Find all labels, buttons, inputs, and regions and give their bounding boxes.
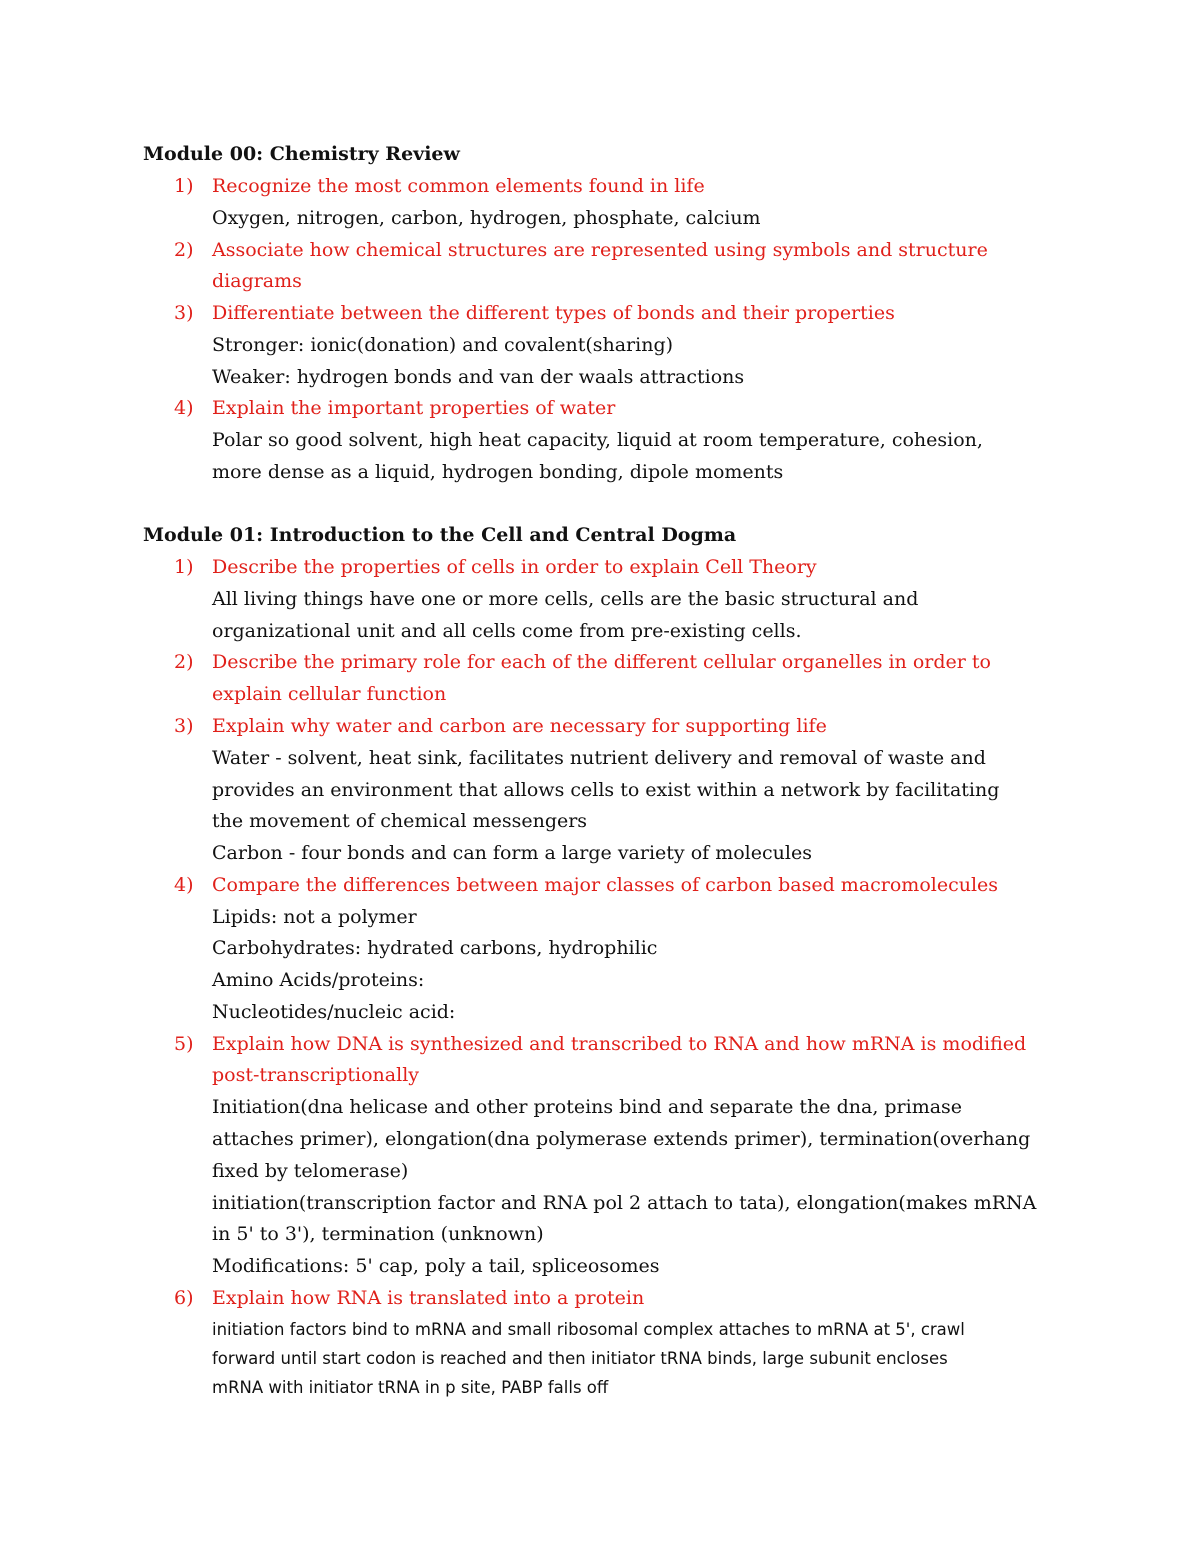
m01-item-3-note: Carbon - four bonds and can form a large variety of molecules	[212, 842, 812, 864]
m01-item-4-number: 4)	[174, 874, 194, 896]
m01-item-3-note: Water - solvent, heat sink, facilitates nutrient delivery and removal of waste and	[212, 747, 986, 769]
m00-item-3-note: Stronger: ionic(donation) and covalent(sharing)	[212, 334, 674, 356]
m01-item-5-objective: Explain how DNA is synthesized and transcribed to RNA and how mRNA is modified	[212, 1033, 1027, 1055]
m00-item-1-objective: Recognize the most common elements found in life	[212, 175, 705, 197]
m01-item-5-note: attaches primer), elongation(dna polymerase extends primer), termination(overhang	[212, 1128, 1031, 1150]
m01-item-5-note: Modifications: 5' cap, poly a tail, spliceosomes	[212, 1255, 660, 1277]
m01-item-2-objective: Describe the primary role for each of the different cellular organelles in order to	[212, 651, 991, 673]
m01-item-5-number: 5)	[174, 1033, 194, 1055]
m00-item-2-objective: Associate how chemical structures are represented using symbols and structure	[212, 239, 988, 261]
m01-item-3-note: the movement of chemical messengers	[212, 810, 588, 832]
m00-item-4-objective: Explain the important properties of water	[212, 397, 616, 419]
m00-item-3-note: Weaker: hydrogen bonds and van der waals attractions	[212, 366, 745, 388]
m01-item-6-note: mRNA with initiator tRNA in p site, PABP falls off	[212, 1378, 609, 1397]
m01-item-5-objective: post-transcriptionally	[212, 1064, 420, 1086]
m01-item-5-note: fixed by telomerase)	[212, 1160, 409, 1182]
m01-item-4-note: Amino Acids/proteins:	[212, 969, 425, 991]
m01-item-1-objective: Describe the properties of cells in order to explain Cell Theory	[212, 556, 817, 578]
m01-item-3-note: provides an environment that allows cells to exist within a network by facilitating	[212, 779, 1000, 801]
m00-item-2-objective: diagrams	[212, 270, 302, 292]
m01-item-2-number: 2)	[174, 651, 194, 673]
m01-item-6-objective: Explain how RNA is translated into a protein	[212, 1287, 645, 1309]
m01-item-1-note: All living things have one or more cells, cells are the basic structural and	[212, 588, 919, 610]
m00-item-4-note: more dense as a liquid, hydrogen bonding, dipole moments	[212, 461, 784, 483]
m01-item-4-note: Nucleotides/nucleic acid:	[212, 1001, 456, 1023]
m00-item-4-number: 4)	[174, 397, 194, 419]
m01-item-6-note: forward until start codon is reached and then initiator tRNA binds, large subunit encloses	[212, 1349, 948, 1368]
module-01-title: Module 01: Introduction to the Cell and Central Dogma	[143, 524, 737, 546]
m01-item-6-number: 6)	[174, 1287, 194, 1309]
m00-item-4-note: Polar so good solvent, high heat capacity, liquid at room temperature, cohesion,	[212, 429, 983, 451]
m01-item-3-objective: Explain why water and carbon are necessary for supporting life	[212, 715, 827, 737]
module-00-title: Module 00: Chemistry Review	[143, 143, 460, 165]
m01-item-5-note: in 5' to 3'), termination (unknown)	[212, 1223, 544, 1245]
m00-item-2-number: 2)	[174, 239, 194, 261]
m01-item-4-objective: Compare the differences between major classes of carbon based macromolecules	[212, 874, 999, 896]
m01-item-4-note: Carbohydrates: hydrated carbons, hydrophilic	[212, 937, 658, 959]
m01-item-5-note: Initiation(dna helicase and other proteins bind and separate the dna, primase	[212, 1096, 963, 1118]
m01-item-5-note: initiation(transcription factor and RNA pol 2 attach to tata), elongation(makes mRNA	[212, 1192, 1037, 1214]
m01-item-1-number: 1)	[174, 556, 194, 578]
m01-item-3-number: 3)	[174, 715, 194, 737]
m00-item-1-note: Oxygen, nitrogen, carbon, hydrogen, phosphate, calcium	[212, 207, 761, 229]
m01-item-6-note: initiation factors bind to mRNA and small ribosomal complex attaches to mRNA at 5', crawl	[212, 1320, 965, 1339]
m00-item-3-number: 3)	[174, 302, 194, 324]
m00-item-1-number: 1)	[174, 175, 194, 197]
m01-item-4-note: Lipids: not a polymer	[212, 906, 417, 928]
m01-item-2-objective: explain cellular function	[212, 683, 447, 705]
m00-item-3-objective: Differentiate between the different types of bonds and their properties	[212, 302, 895, 324]
m01-item-1-note: organizational unit and all cells come from pre-existing cells.	[212, 620, 802, 642]
